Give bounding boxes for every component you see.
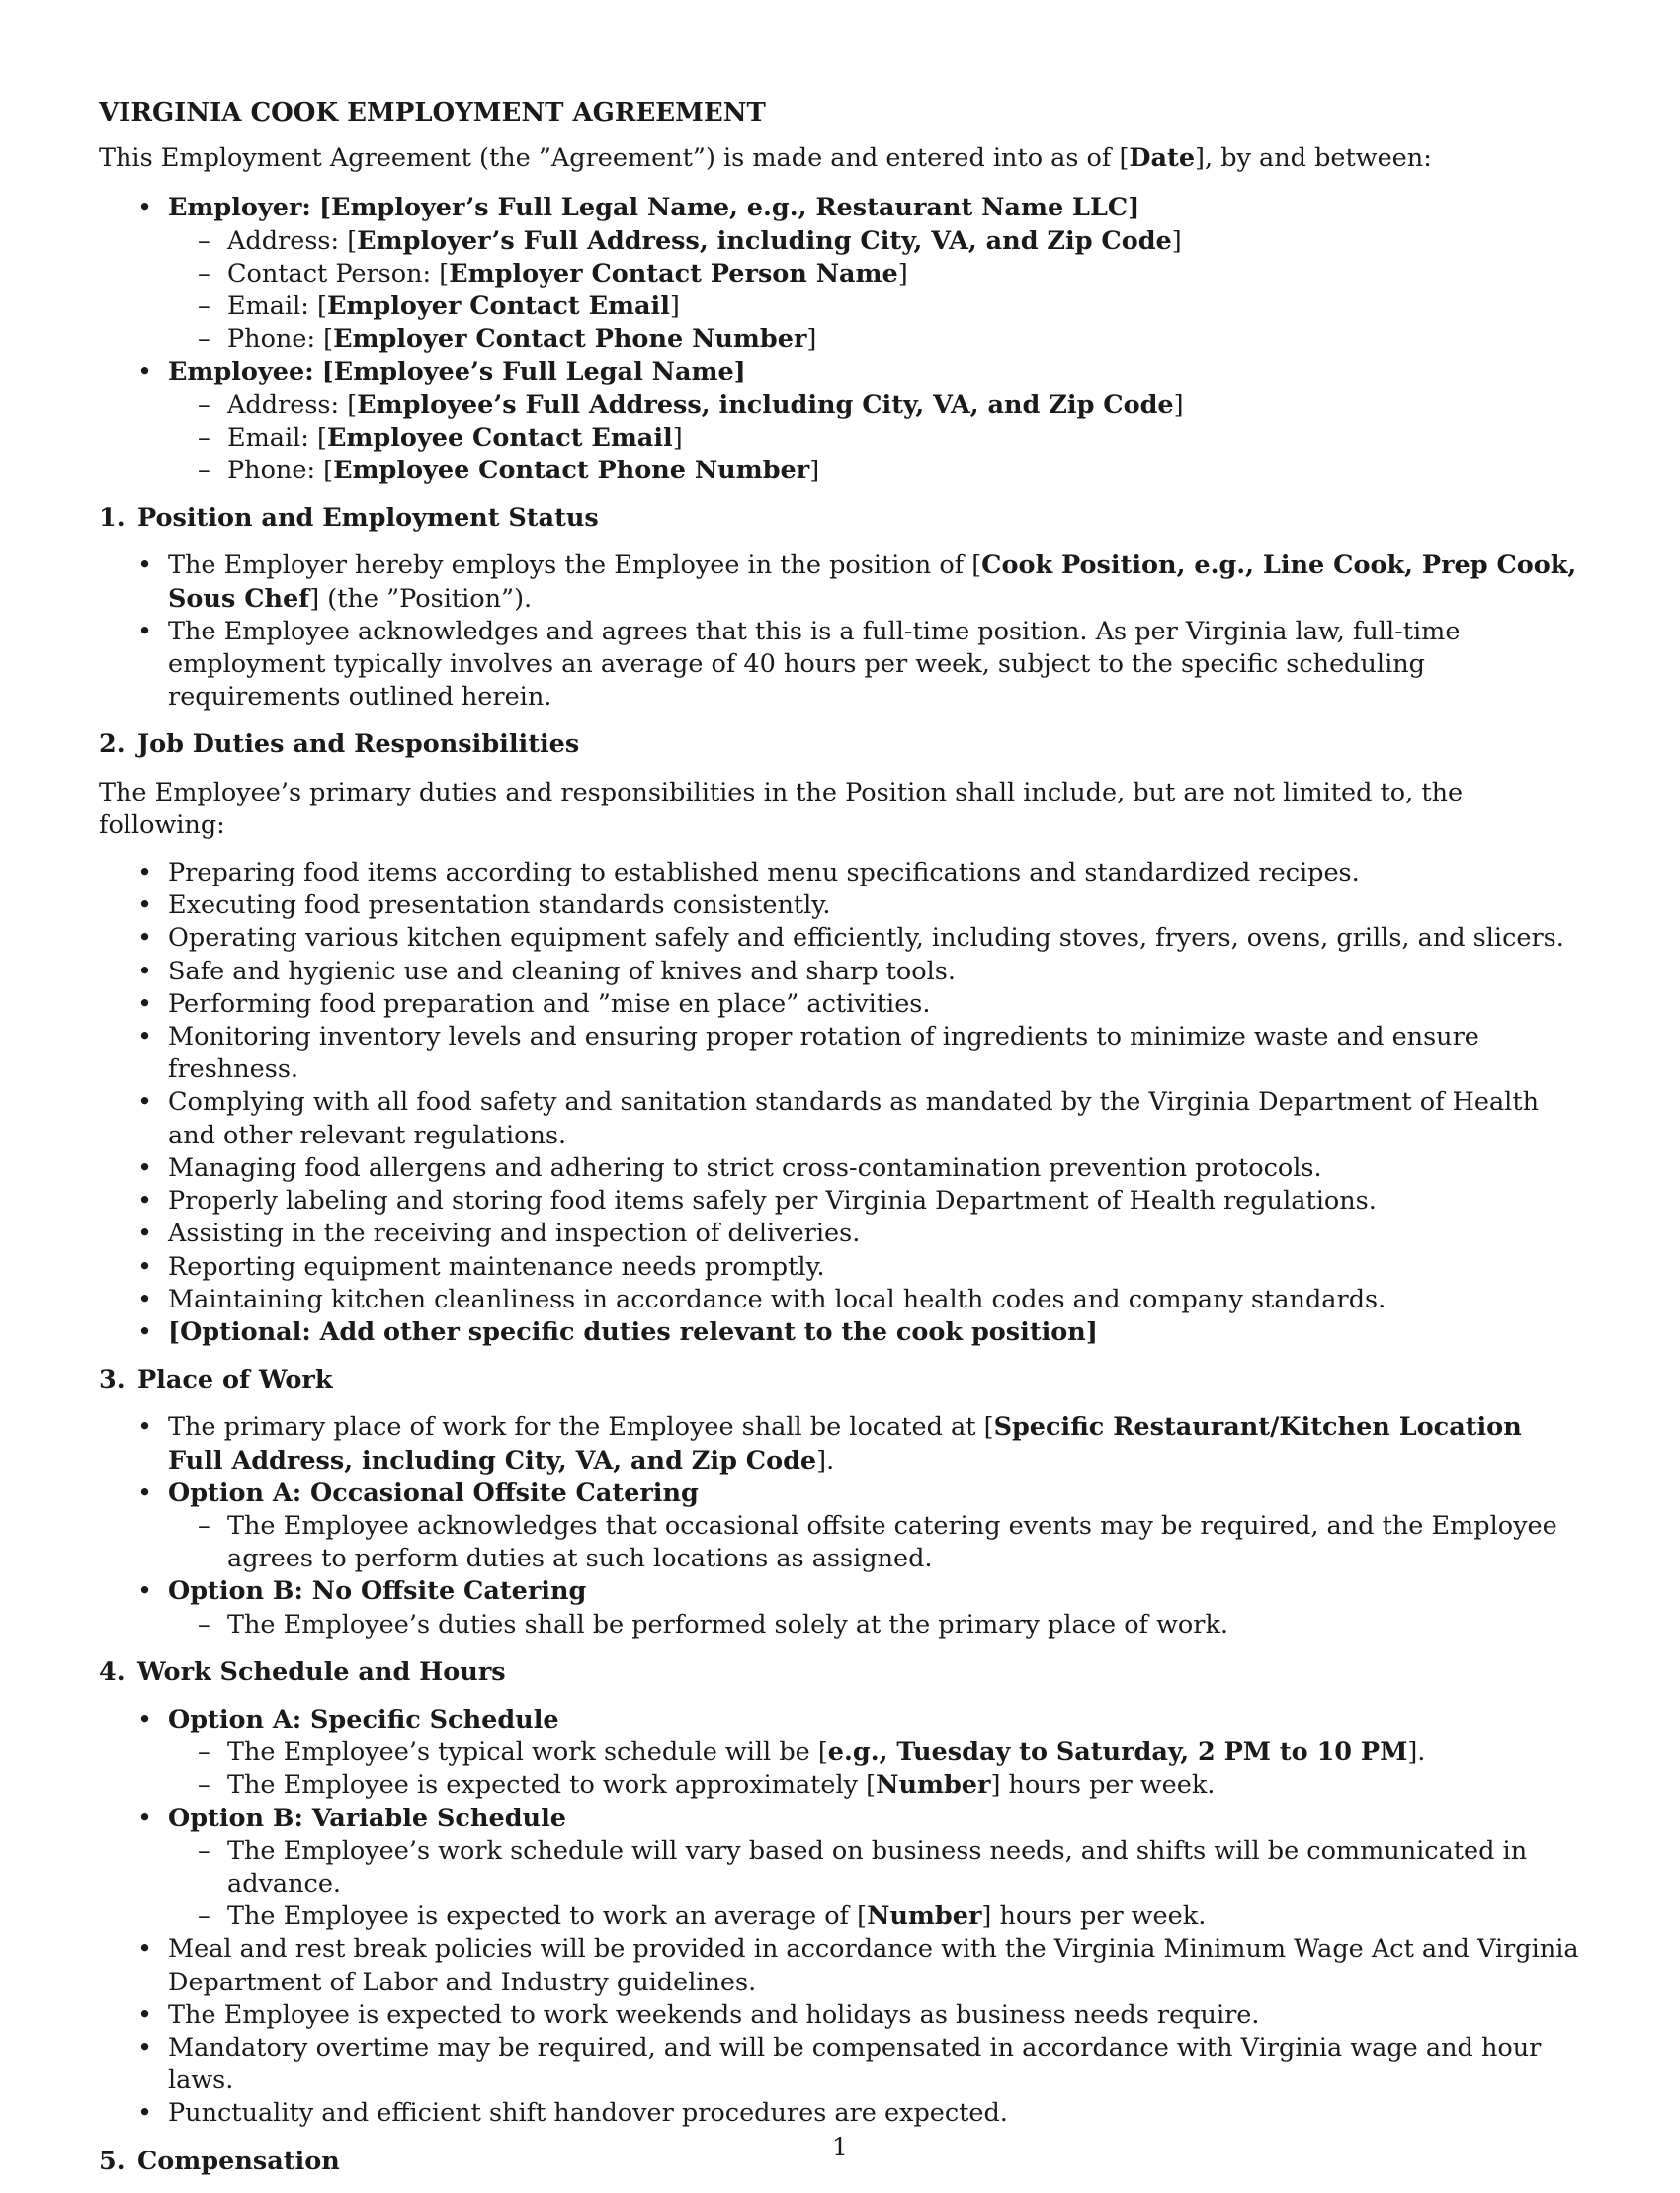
employer-address: – Address: [Employer’s Full Address, including City, VA, and Zip Code] (168, 225, 1581, 258)
employee-phone: – Phone: [Employee Contact Phone Number] (168, 455, 1581, 487)
employer-details (99, 225, 1581, 357)
duty-item: • Complying with all food safety and sanitation standards as mandated by the Virginia Department of Health and other relevant regulations. (99, 1086, 1581, 1151)
section-2-intro: The Employee’s primary duties and responsibilities in the Position shall include, but are not limited to, the following: (99, 777, 1464, 840)
page-number: 1 (832, 2133, 848, 2161)
schedule-item: • Mandatory overtime may be required, and will be compensated in accordance with Virginia wage and hour laws. (99, 2032, 1581, 2097)
employer-email: – Email: [Employer Contact Email] (168, 291, 1581, 323)
duties-list (99, 857, 1581, 1349)
schedule-option-b: • Option B: Variable Schedule – The Employee’s work schedule will vary based on business needs, and shifts will be communicated in advance. – The Employee is expected to work an average of [Number] hours per week. (99, 1803, 1581, 1934)
duty-item: • Reporting equipment maintenance needs promptly. (99, 1251, 1581, 1284)
section-3-list (99, 1411, 1581, 1641)
duty-item: • Managing food allergens and adhering to strict cross-contamination prevention protocols. (99, 1152, 1581, 1185)
employee-email: – Email: [Employee Contact Email] (168, 422, 1581, 455)
schedule-item: • The Employee is expected to work weekends and holidays as business needs require. (99, 1999, 1581, 2032)
offsite-option-a: • Option A: Occasional Offsite Catering – The Employee acknowledges that occasional offsite catering events may be required, and the Employee agrees to perform duties at such locations as assigned. (99, 1477, 1581, 1576)
schedule-option-a-2: – The Employee is expected to work approximately [Number] hours per week. (168, 1769, 1581, 1802)
duty-item: • Assisting in the receiving and inspection of deliveries. (99, 1218, 1581, 1250)
section-5-heading: 5. Compensation (99, 2146, 340, 2176)
offsite-option-a-text: – The Employee acknowledges that occasional offsite catering events may be required, and the Employee agrees to perform duties at such locations as assigned. (168, 1510, 1581, 1575)
duty-item: • Safe and hygienic use and cleaning of knives and sharp tools. (99, 956, 1581, 988)
duty-item: • Monitoring inventory levels and ensuring proper rotation of ingredients to minimize waste and ensure freshness. (99, 1021, 1581, 1086)
section-4-list (99, 1704, 1581, 2131)
employer-item (99, 192, 1581, 356)
duty-item: • Maintaining kitchen cleanliness in accordance with local health codes and company standards. (99, 1284, 1581, 1316)
optional-duty-item: • [Optional: Add other specific duties relevant to the cook position] (99, 1316, 1581, 1349)
section-1-list (99, 549, 1581, 714)
offsite-option-b-text: – The Employee’s duties shall be performed solely at the primary place of work. (168, 1609, 1581, 1642)
employee-details (99, 389, 1581, 488)
section-3-heading: 3. Place of Work (99, 1365, 333, 1395)
document-page (99, 97, 1581, 2193)
employer-name-placeholder: [Employer’s Full Legal Name, e.g., Restaurant Name LLC] (318, 193, 1140, 223)
schedule-option-b-2: – The Employee is expected to work an average of [Number] hours per week. (168, 1900, 1581, 1933)
duty-item: • Executing food presentation standards consistently. (99, 889, 1581, 922)
section-4-heading: 4. Work Schedule and Hours (99, 1656, 506, 1687)
intro-date-placeholder: Date (1129, 143, 1196, 174)
employee-address: – Address: [Employee’s Full Address, including City, VA, and Zip Code] (168, 389, 1581, 422)
intro-text-pre: This Employment Agreement (the ”Agreement”) is made and entered into as of [ (99, 143, 1130, 174)
parties-list (99, 192, 1581, 487)
employee-name-placeholder: [Employee’s Full Legal Name] (321, 357, 746, 387)
duty-item: • Operating various kitchen equipment safely and efficiently, including stoves, fryers, ovens, grills, and slicers. (99, 922, 1581, 955)
duty-item: • Performing food preparation and ”mise en place” activities. (99, 988, 1581, 1021)
document-title: VIRGINIA COOK EMPLOYMENT AGREEMENT (99, 98, 766, 127)
schedule-option-a: • Option A: Specific Schedule – The Employee’s typical work schedule will be [e.g., Tuesday to Saturday, 2 PM to 10 PM]. – The Employee is expected to work approximately [Number] hours per week. (99, 1704, 1581, 1803)
offsite-option-b: • Option B: No Offsite Catering – The Employee’s duties shall be performed solely at the primary place of work. (99, 1575, 1581, 1641)
section-2-heading: 2. Job Duties and Responsibilities (99, 729, 580, 760)
schedule-item: • Punctuality and efficient shift handover procedures are expected. (99, 2097, 1581, 2130)
place-of-work-item: • The primary place of work for the Employee shall be located at [Specific Restaurant/Kitchen Location Full Address, including City, VA, and Zip Code]. (99, 1411, 1581, 1476)
full-time-item: • The Employee acknowledges and agrees that this is a full-time position. As per Virginia law, full-time employment typically involves an average of 40 hours per week, subject to the specific scheduling requirements outlined herein. (99, 616, 1581, 715)
intro-paragraph (99, 142, 1581, 175)
employer-label: Employer: (168, 193, 311, 223)
schedule-option-a-1: – The Employee’s typical work schedule will be [e.g., Tuesday to Saturday, 2 PM to 10 PM]. (168, 1736, 1581, 1769)
schedule-item: • Meal and rest break policies will be provided in accordance with the Virginia Minimum Wage Act and Virginia Department of Labor and Industry guidelines. (99, 1933, 1581, 1998)
employee-label: Employee: (168, 357, 314, 387)
section-1-heading: 1. Position and Employment Status (99, 503, 599, 534)
intro-text-post: ], by and between: (1195, 143, 1432, 174)
schedule-option-b-1: – The Employee’s work schedule will vary based on business needs, and shifts will be communicated in advance. (168, 1835, 1581, 1900)
duty-item: • Properly labeling and storing food items safely per Virginia Department of Health regulations. (99, 1185, 1581, 1218)
employer-phone: – Phone: [Employer Contact Phone Number] (168, 323, 1581, 356)
employee-item (99, 356, 1581, 487)
employer-contact-person: – Contact Person: [Employer Contact Person Name] (168, 258, 1581, 291)
duty-item: • Preparing food items according to established menu specifications and standardized recipes. (99, 857, 1581, 889)
position-item: • The Employer hereby employs the Employee in the position of [Cook Position, e.g., Line Cook, Prep Cook, Sous Chef] (the ”Position”). (99, 549, 1581, 615)
